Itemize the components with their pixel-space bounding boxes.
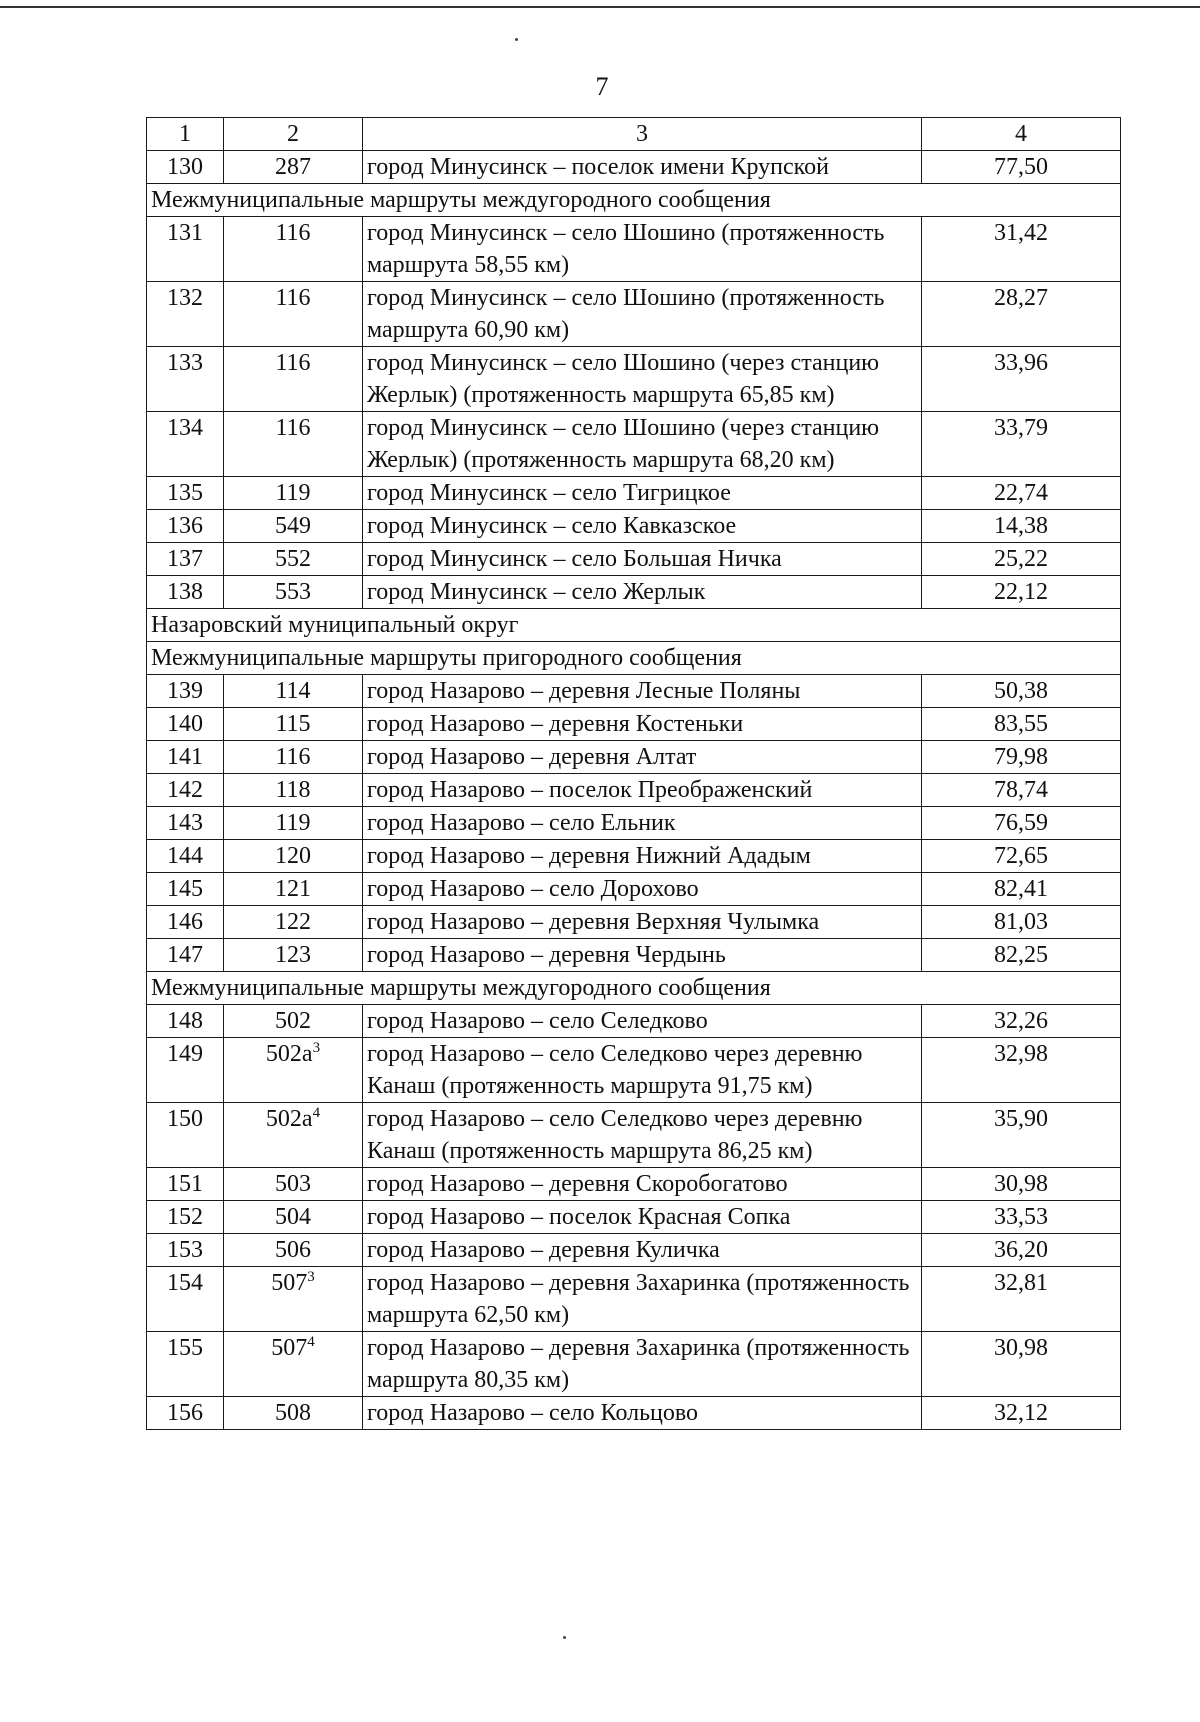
route-number bbox=[224, 1332, 363, 1397]
row-number bbox=[147, 1005, 224, 1038]
table-row bbox=[147, 412, 1121, 477]
route-number-text: 502 bbox=[275, 1008, 311, 1034]
tariff-value-text: 72,65 bbox=[994, 843, 1048, 869]
row-number-text: 148 bbox=[167, 1008, 203, 1034]
row-number bbox=[147, 510, 224, 543]
route-description bbox=[363, 1397, 922, 1430]
tariff-value bbox=[922, 217, 1121, 282]
tariff-value bbox=[922, 1201, 1121, 1234]
route-description-text: город Назарово – поселок Красная Сопка bbox=[367, 1204, 791, 1230]
row-number bbox=[147, 151, 224, 184]
tariff-value bbox=[922, 510, 1121, 543]
route-description-text: город Назарово – деревня Захаринка (протяженность маршрута 80,35 км) bbox=[367, 1335, 910, 1393]
table-row bbox=[147, 151, 1121, 184]
tariff-value-text: 31,42 bbox=[994, 220, 1048, 246]
section-row bbox=[147, 609, 1121, 642]
route-description-text: город Назарово – село Селедково bbox=[367, 1008, 708, 1034]
route-number-text: 504 bbox=[275, 1204, 311, 1230]
route-number-text: 553 bbox=[275, 579, 311, 605]
route-number-text: 115 bbox=[275, 711, 311, 737]
row-number-text: 143 bbox=[167, 810, 203, 836]
table-header-row bbox=[147, 118, 1121, 151]
tariff-value-text: 32,81 bbox=[994, 1270, 1048, 1296]
route-number-superscript: 3 bbox=[307, 1269, 315, 1285]
route-description-text: город Минусинск – село Шошино (через станцию Жерлык) (протяженность маршрута 65,85 км) bbox=[367, 350, 880, 408]
table-row bbox=[147, 1103, 1121, 1168]
route-description-text: город Минусинск – село Кавказское bbox=[367, 513, 737, 539]
route-number bbox=[224, 477, 363, 510]
route-number-text: 508 bbox=[275, 1400, 311, 1426]
tariff-value-text: 14,38 bbox=[994, 513, 1048, 539]
route-description bbox=[363, 510, 922, 543]
table-row bbox=[147, 1005, 1121, 1038]
tariff-value bbox=[922, 807, 1121, 840]
tariff-value-text: 81,03 bbox=[994, 909, 1048, 935]
route-number bbox=[224, 543, 363, 576]
route-number bbox=[224, 1005, 363, 1038]
row-number-text: 140 bbox=[167, 711, 203, 737]
route-number-text: 549 bbox=[275, 513, 311, 539]
route-number-superscript: 4 bbox=[307, 1334, 315, 1350]
column-header-2: 2 bbox=[224, 118, 363, 151]
route-description bbox=[363, 412, 922, 477]
route-number bbox=[224, 412, 363, 477]
route-description bbox=[363, 543, 922, 576]
route-number-text: 502а bbox=[265, 1106, 313, 1132]
route-number bbox=[224, 939, 363, 972]
row-number-text: 154 bbox=[167, 1270, 203, 1296]
route-number bbox=[224, 1103, 363, 1168]
routes-table bbox=[146, 117, 1121, 1430]
tariff-value bbox=[922, 1332, 1121, 1397]
tariff-value bbox=[922, 675, 1121, 708]
row-number bbox=[147, 906, 224, 939]
tariff-value bbox=[922, 741, 1121, 774]
route-description bbox=[363, 774, 922, 807]
route-description-text: город Минусинск – поселок имени Крупской bbox=[367, 154, 829, 180]
tariff-value-text: 83,55 bbox=[994, 711, 1048, 737]
section-title: Межмуниципальные маршруты междугородного сообщения bbox=[147, 972, 1121, 1005]
route-description bbox=[363, 675, 922, 708]
route-number-text: 552 bbox=[275, 546, 311, 572]
tariff-value-text: 22,74 bbox=[994, 480, 1048, 506]
table-row bbox=[147, 906, 1121, 939]
route-number-text: 507 bbox=[271, 1270, 308, 1296]
route-number bbox=[224, 1397, 363, 1430]
route-number-text: 503 bbox=[275, 1171, 311, 1197]
row-number bbox=[147, 412, 224, 477]
row-number-text: 136 bbox=[167, 513, 203, 539]
scan-top-edge bbox=[0, 6, 1200, 8]
tariff-value-text: 78,74 bbox=[994, 777, 1048, 803]
section-row bbox=[147, 642, 1121, 675]
tariff-value bbox=[922, 1267, 1121, 1332]
table-row bbox=[147, 1038, 1121, 1103]
tariff-value-text: 50,38 bbox=[994, 678, 1048, 704]
route-description bbox=[363, 1267, 922, 1332]
row-number bbox=[147, 217, 224, 282]
row-number-text: 156 bbox=[167, 1400, 203, 1426]
route-number-superscript: 4 bbox=[312, 1105, 321, 1121]
tariff-value bbox=[922, 543, 1121, 576]
section-row bbox=[147, 972, 1121, 1005]
route-number bbox=[224, 774, 363, 807]
table-row bbox=[147, 1267, 1121, 1332]
table-row bbox=[147, 576, 1121, 609]
row-number-text: 137 bbox=[167, 546, 203, 572]
table-row bbox=[147, 1168, 1121, 1201]
row-number-text: 151 bbox=[167, 1171, 203, 1197]
table-row bbox=[147, 1397, 1121, 1430]
route-description bbox=[363, 1168, 922, 1201]
row-number bbox=[147, 1103, 224, 1168]
row-number bbox=[147, 1397, 224, 1430]
route-number bbox=[224, 708, 363, 741]
route-number bbox=[224, 906, 363, 939]
route-description-text: город Назарово – деревня Верхняя Чулымка bbox=[367, 909, 820, 935]
route-description-text: город Минусинск – село Жерлык bbox=[367, 579, 706, 605]
tariff-value bbox=[922, 1234, 1121, 1267]
route-description-text: город Минусинск – село Шошино (протяженность маршрута 60,90 км) bbox=[367, 285, 885, 343]
route-description-text: город Минусинск – село Тигрицкое bbox=[367, 480, 731, 506]
route-description bbox=[363, 873, 922, 906]
row-number bbox=[147, 282, 224, 347]
route-number bbox=[224, 840, 363, 873]
route-number-text: 116 bbox=[275, 744, 311, 770]
table-row bbox=[147, 675, 1121, 708]
route-number bbox=[224, 347, 363, 412]
route-number-text: 506 bbox=[275, 1237, 311, 1263]
route-description bbox=[363, 282, 922, 347]
route-description-text: город Назарово – село Кольцово bbox=[367, 1400, 699, 1426]
tariff-value bbox=[922, 774, 1121, 807]
table-row bbox=[147, 939, 1121, 972]
route-number bbox=[224, 807, 363, 840]
table-row bbox=[147, 347, 1121, 412]
tariff-value-text: 33,53 bbox=[994, 1204, 1048, 1230]
table-row bbox=[147, 1234, 1121, 1267]
route-number bbox=[224, 1267, 363, 1332]
tariff-value bbox=[922, 708, 1121, 741]
route-number bbox=[224, 510, 363, 543]
route-number bbox=[224, 741, 363, 774]
row-number-text: 149 bbox=[167, 1041, 203, 1067]
table-row bbox=[147, 741, 1121, 774]
tariff-value bbox=[922, 873, 1121, 906]
tariff-value-text: 82,41 bbox=[994, 876, 1048, 902]
route-description bbox=[363, 1005, 922, 1038]
row-number bbox=[147, 347, 224, 412]
route-description-text: город Назарово – село Селедково через деревню Канаш (протяженность маршрута 86,25 км) bbox=[367, 1106, 863, 1164]
route-number-text: 507 bbox=[271, 1335, 308, 1361]
tariff-value bbox=[922, 1103, 1121, 1168]
route-number-superscript: 3 bbox=[312, 1040, 321, 1056]
route-number-text: 123 bbox=[275, 942, 311, 968]
route-description-text: город Назарово – село Селедково через деревню Канаш (протяженность маршрута 91,75 км) bbox=[367, 1041, 863, 1099]
route-description-text: город Назарово – поселок Преображенский bbox=[367, 777, 813, 803]
tariff-value-text: 32,98 bbox=[994, 1041, 1048, 1067]
row-number-text: 144 bbox=[167, 843, 203, 869]
route-description bbox=[363, 708, 922, 741]
tariff-value-text: 32,12 bbox=[994, 1400, 1048, 1426]
tariff-value bbox=[922, 347, 1121, 412]
tariff-value bbox=[922, 906, 1121, 939]
table-row bbox=[147, 477, 1121, 510]
route-description-text: город Минусинск – село Большая Ничка bbox=[367, 546, 782, 572]
route-number bbox=[224, 282, 363, 347]
route-description-text: город Назарово – деревня Захаринка (протяженность маршрута 62,50 км) bbox=[367, 1270, 910, 1328]
tariff-value bbox=[922, 840, 1121, 873]
routes-table-body bbox=[147, 118, 1121, 1430]
route-number-text: 116 bbox=[275, 285, 311, 311]
tariff-value-text: 25,22 bbox=[994, 546, 1048, 572]
row-number-text: 147 bbox=[167, 942, 203, 968]
row-number-text: 145 bbox=[167, 876, 203, 902]
route-number bbox=[224, 1201, 363, 1234]
route-description bbox=[363, 807, 922, 840]
route-number-text: 119 bbox=[275, 810, 311, 836]
route-description-text: город Минусинск – село Шошино (протяженность маршрута 58,55 км) bbox=[367, 220, 885, 278]
route-description bbox=[363, 1038, 922, 1103]
tariff-value bbox=[922, 939, 1121, 972]
table-row bbox=[147, 873, 1121, 906]
tariff-value-text: 79,98 bbox=[994, 744, 1048, 770]
row-number-text: 135 bbox=[167, 480, 203, 506]
row-number-text: 141 bbox=[167, 744, 203, 770]
tariff-value bbox=[922, 151, 1121, 184]
row-number bbox=[147, 477, 224, 510]
route-description-text: город Назарово – деревня Алтат bbox=[367, 744, 697, 770]
row-number bbox=[147, 1234, 224, 1267]
row-number bbox=[147, 807, 224, 840]
tariff-value-text: 35,90 bbox=[994, 1106, 1048, 1132]
tariff-value-text: 36,20 bbox=[994, 1237, 1048, 1263]
route-number-text: 502а bbox=[265, 1041, 313, 1067]
row-number bbox=[147, 741, 224, 774]
route-description-text: город Назарово – деревня Костеньки bbox=[367, 711, 744, 737]
route-description bbox=[363, 347, 922, 412]
tariff-value bbox=[922, 1397, 1121, 1430]
tariff-value bbox=[922, 1005, 1121, 1038]
table-row bbox=[147, 774, 1121, 807]
route-description-text: город Назарово – деревня Скоробогатово bbox=[367, 1171, 788, 1197]
section-row bbox=[147, 184, 1121, 217]
route-description bbox=[363, 1234, 922, 1267]
row-number-text: 146 bbox=[167, 909, 203, 935]
row-number bbox=[147, 708, 224, 741]
route-description bbox=[363, 151, 922, 184]
route-number-text: 120 bbox=[275, 843, 311, 869]
route-number bbox=[224, 675, 363, 708]
tariff-value bbox=[922, 412, 1121, 477]
section-title: Межмуниципальные маршруты междугородного сообщения bbox=[147, 184, 1121, 217]
route-number-text: 116 bbox=[275, 350, 311, 376]
row-number-text: 138 bbox=[167, 579, 203, 605]
route-description bbox=[363, 939, 922, 972]
route-description-text: город Назарово – село Ельник bbox=[367, 810, 676, 836]
route-description bbox=[363, 477, 922, 510]
section-title: Назаровский муниципальный округ bbox=[147, 609, 1121, 642]
row-number bbox=[147, 939, 224, 972]
row-number-text: 152 bbox=[167, 1204, 203, 1230]
tariff-value bbox=[922, 1038, 1121, 1103]
route-description-text: город Назарово – деревня Чердынь bbox=[367, 942, 726, 968]
route-number bbox=[224, 576, 363, 609]
row-number bbox=[147, 675, 224, 708]
tariff-value-text: 33,96 bbox=[994, 350, 1048, 376]
table-row bbox=[147, 543, 1121, 576]
route-description-text: город Назарово – деревня Лесные Поляны bbox=[367, 678, 801, 704]
table-row bbox=[147, 1332, 1121, 1397]
route-number-text: 119 bbox=[275, 480, 311, 506]
column-header-1: 1 bbox=[147, 118, 224, 151]
route-description-text: город Назарово – село Дорохово bbox=[367, 876, 699, 902]
route-description bbox=[363, 576, 922, 609]
row-number-text: 132 bbox=[167, 285, 203, 311]
route-description bbox=[363, 906, 922, 939]
row-number-text: 142 bbox=[167, 777, 203, 803]
tariff-value-text: 33,79 bbox=[994, 415, 1048, 441]
row-number-text: 153 bbox=[167, 1237, 203, 1263]
tariff-value bbox=[922, 1168, 1121, 1201]
row-number-text: 130 bbox=[167, 154, 203, 180]
row-number bbox=[147, 1038, 224, 1103]
route-number-text: 118 bbox=[275, 777, 311, 803]
table-row bbox=[147, 217, 1121, 282]
row-number bbox=[147, 1267, 224, 1332]
route-number-text: 116 bbox=[275, 220, 311, 246]
route-number-text: 121 bbox=[275, 876, 311, 902]
row-number-text: 131 bbox=[167, 220, 203, 246]
route-description bbox=[363, 217, 922, 282]
tariff-value-text: 76,59 bbox=[994, 810, 1048, 836]
tariff-value-text: 32,26 bbox=[994, 1008, 1048, 1034]
route-number-text: 116 bbox=[275, 415, 311, 441]
row-number bbox=[147, 543, 224, 576]
route-description bbox=[363, 741, 922, 774]
tariff-value-text: 82,25 bbox=[994, 942, 1048, 968]
page-number: 7 bbox=[595, 72, 609, 101]
route-description bbox=[363, 1201, 922, 1234]
route-number bbox=[224, 217, 363, 282]
tariff-value-text: 28,27 bbox=[994, 285, 1048, 311]
table-row bbox=[147, 708, 1121, 741]
tariff-value-text: 30,98 bbox=[994, 1171, 1048, 1197]
tariff-value bbox=[922, 576, 1121, 609]
table-row bbox=[147, 807, 1121, 840]
column-header-3: 3 bbox=[363, 118, 922, 151]
route-number bbox=[224, 1168, 363, 1201]
route-description bbox=[363, 1103, 922, 1168]
scan-speck bbox=[515, 38, 518, 41]
route-number bbox=[224, 873, 363, 906]
route-description-text: город Минусинск – село Шошино (через станцию Жерлык) (протяженность маршрута 68,20 км) bbox=[367, 415, 880, 473]
table-row bbox=[147, 840, 1121, 873]
row-number bbox=[147, 576, 224, 609]
table-row bbox=[147, 510, 1121, 543]
scan-speck bbox=[563, 1636, 566, 1639]
table-row bbox=[147, 1201, 1121, 1234]
tariff-value-text: 22,12 bbox=[994, 579, 1048, 605]
table-row bbox=[147, 282, 1121, 347]
row-number-text: 150 bbox=[167, 1106, 203, 1132]
tariff-value-text: 77,50 bbox=[994, 154, 1048, 180]
row-number bbox=[147, 1168, 224, 1201]
section-title: Межмуниципальные маршруты пригородного сообщения bbox=[147, 642, 1121, 675]
row-number-text: 155 bbox=[167, 1335, 203, 1361]
row-number bbox=[147, 1332, 224, 1397]
route-description bbox=[363, 1332, 922, 1397]
row-number-text: 133 bbox=[167, 350, 203, 376]
row-number-text: 139 bbox=[167, 678, 203, 704]
route-number bbox=[224, 151, 363, 184]
row-number bbox=[147, 774, 224, 807]
route-number-text: 287 bbox=[275, 154, 311, 180]
route-number bbox=[224, 1038, 363, 1103]
route-description-text: город Назарово – деревня Куличка bbox=[367, 1237, 720, 1263]
route-number-text: 122 bbox=[275, 909, 311, 935]
row-number bbox=[147, 873, 224, 906]
route-number-text: 114 bbox=[275, 678, 311, 704]
route-description bbox=[363, 840, 922, 873]
tariff-value bbox=[922, 477, 1121, 510]
row-number bbox=[147, 1201, 224, 1234]
tariff-value-text: 30,98 bbox=[994, 1335, 1048, 1361]
column-header-4: 4 bbox=[922, 118, 1121, 151]
route-number bbox=[224, 1234, 363, 1267]
row-number bbox=[147, 840, 224, 873]
route-description-text: город Назарово – деревня Нижний Ададым bbox=[367, 843, 811, 869]
tariff-value bbox=[922, 282, 1121, 347]
row-number-text: 134 bbox=[167, 415, 203, 441]
